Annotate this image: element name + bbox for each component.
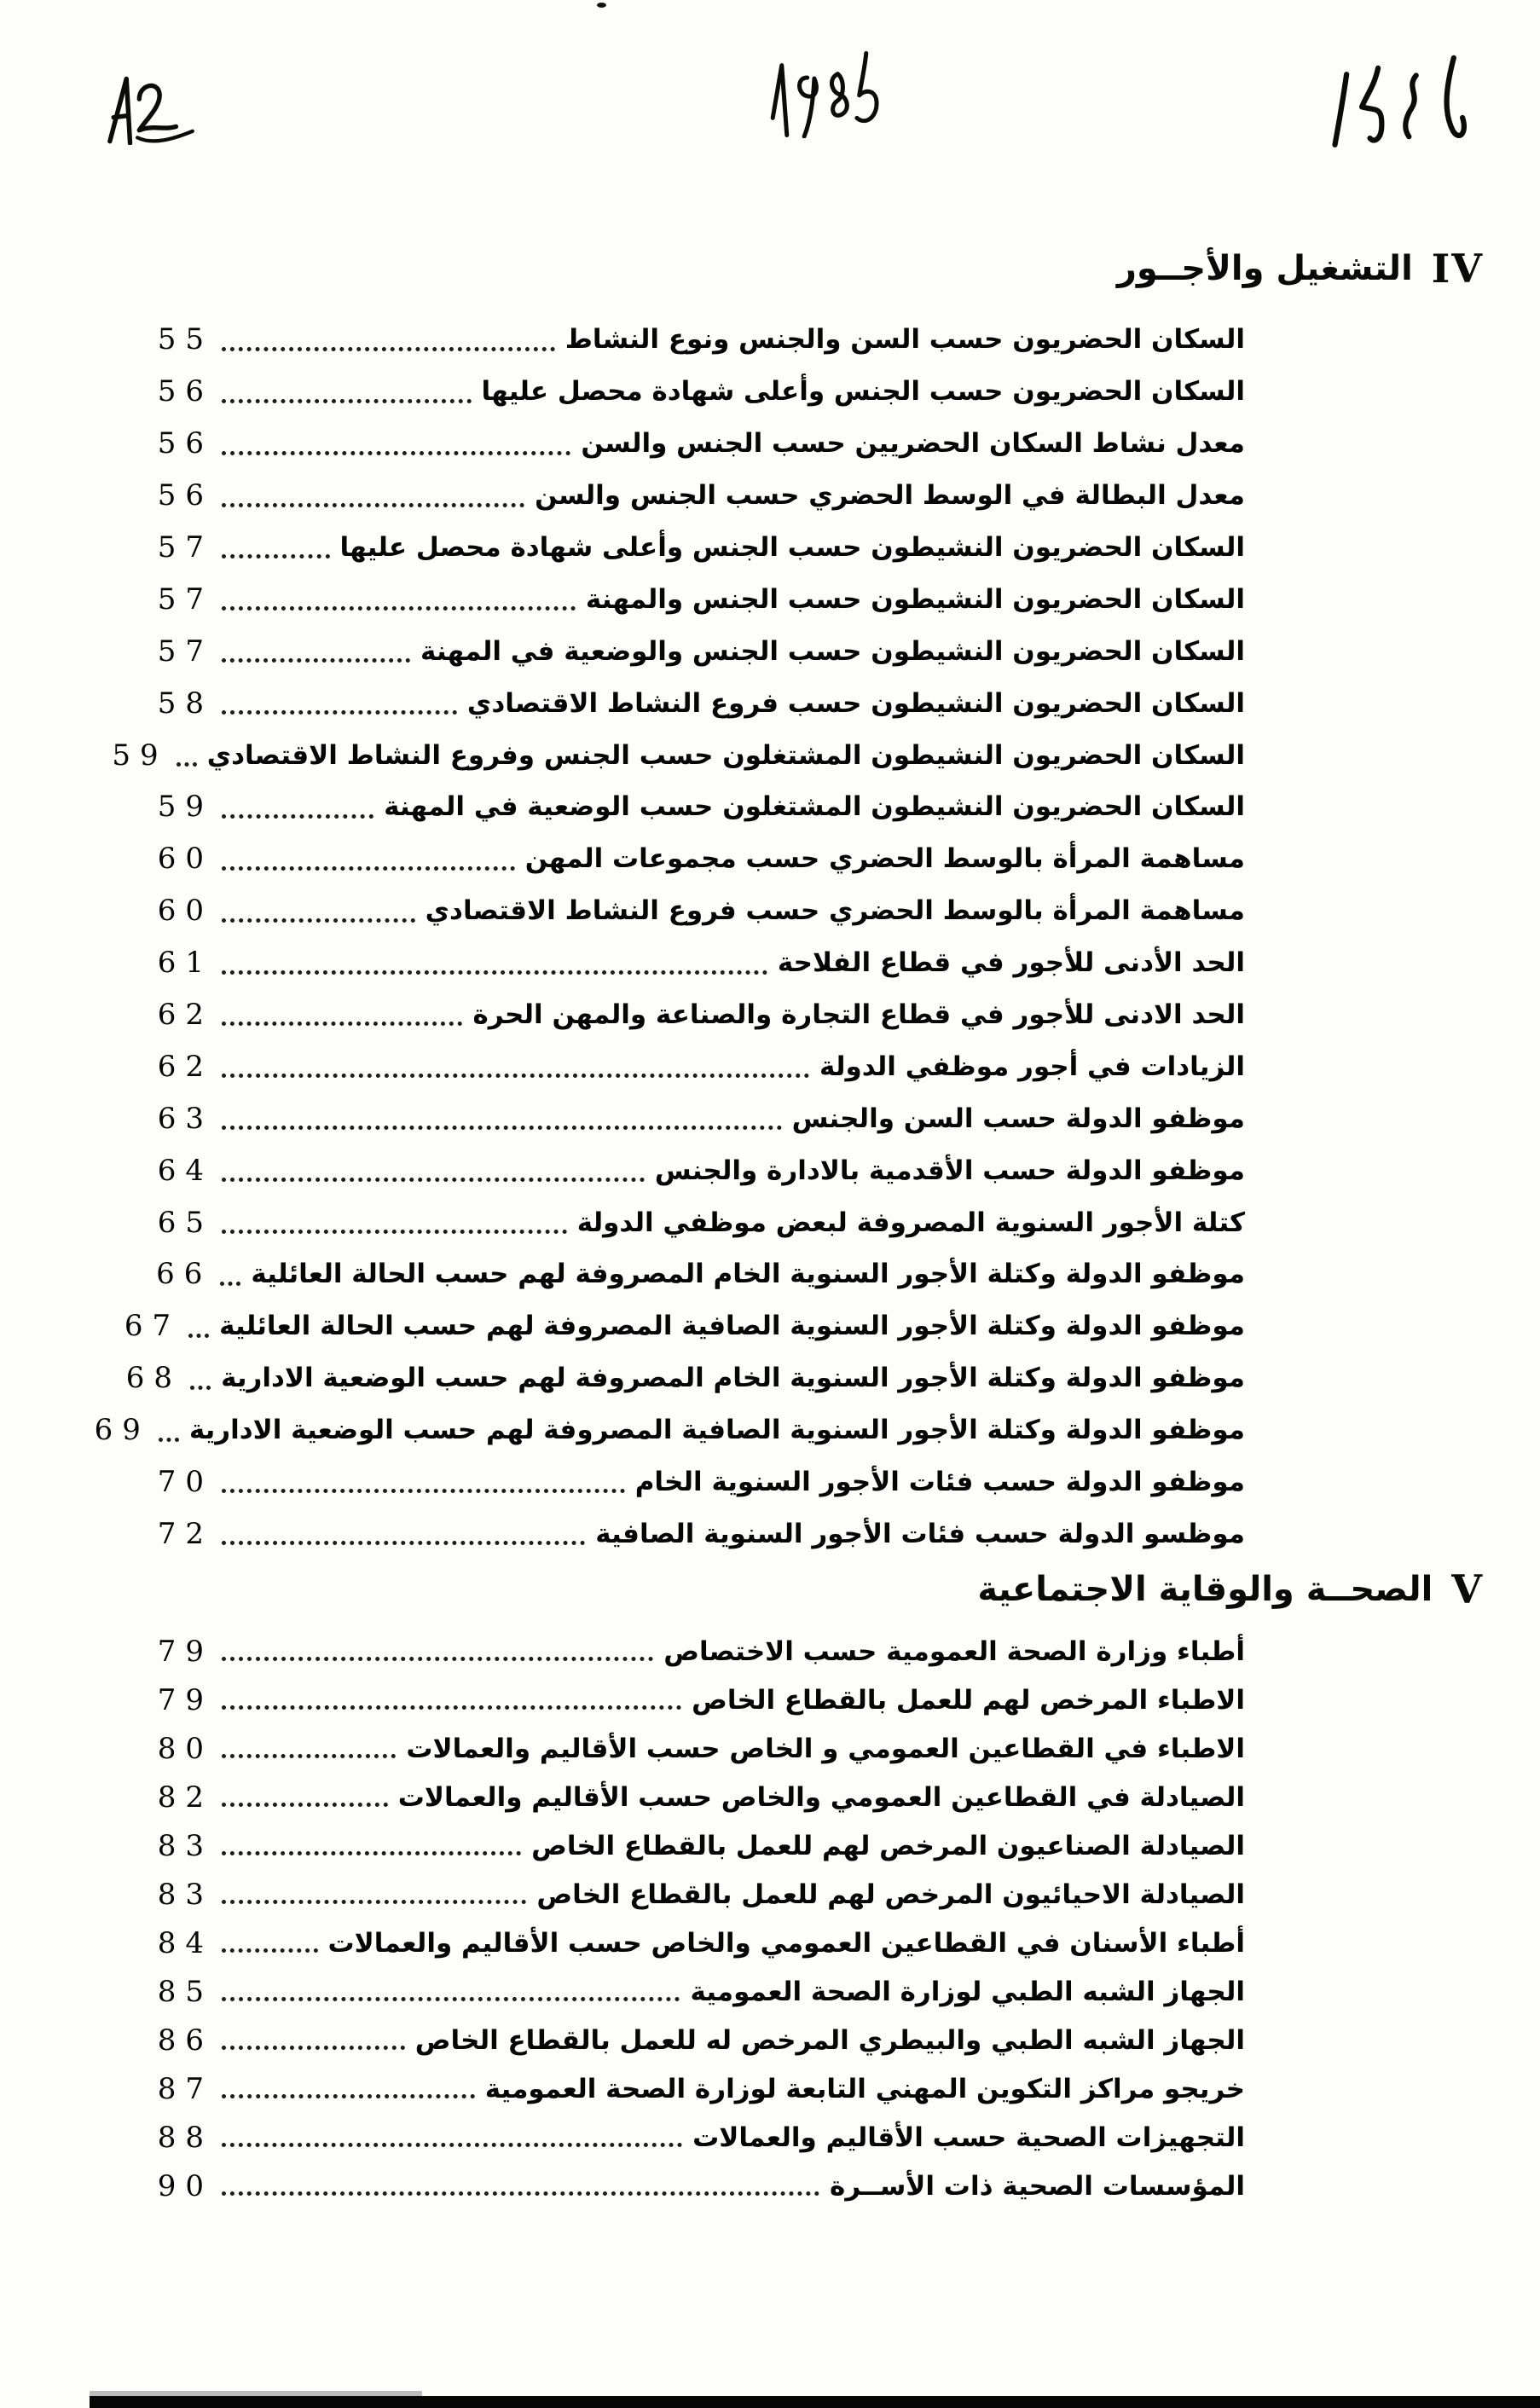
toc-entry-title: مساهمة المرأة بالوسط الحضري حسب مجموعات المهن: [524, 843, 1245, 875]
toc-entry-page: 56: [157, 426, 213, 461]
toc-entry-page: 69: [94, 1413, 150, 1448]
toc-entry-title: الاطباء المرخص لهم للعمل بالقطاع الخاص: [692, 1684, 1245, 1716]
toc-entry-page: 67: [124, 1309, 181, 1344]
section-numeral: V: [1451, 1566, 1484, 1613]
dot-leader: [190, 1386, 211, 1390]
toc-entry: [119, 1821, 1245, 1870]
toc-entry: [119, 625, 1245, 677]
toc-entry: [94, 1404, 1245, 1456]
toc-entry: [119, 1919, 1245, 1967]
toc-entry-title: السكان الحضريون النشيطون حسب الجنس والمهنة: [585, 583, 1245, 615]
dot-leader: [222, 1657, 653, 1661]
toc-entry-title: الزيادات في أجور موظفي الدولة: [819, 1051, 1245, 1082]
toc-entry: [119, 314, 1245, 366]
toc-entry: [119, 522, 1245, 574]
toc-entry: [119, 418, 1245, 470]
toc-entry: [119, 833, 1245, 885]
section-title: الصحــة والوقاية الاجتماعية: [977, 1570, 1433, 1610]
toc-entry-title: الحد الأدنى للأجور في قطاع الفلاحة: [777, 947, 1245, 979]
dot-leader: [222, 814, 373, 819]
toc-entry-page: 80: [157, 1731, 213, 1766]
dot-leader: [222, 1948, 318, 1953]
toc-entry-title: الصيادلة الصناعيون المرخص لهم للعمل بالقطاع الخاص: [531, 1830, 1245, 1861]
dot-leader: [177, 762, 197, 767]
handwriting-hijri-year-strokes: [1320, 49, 1506, 153]
toc-entry: [119, 1092, 1245, 1144]
toc-entry-title: الصيادلة الاحيائيون المرخص لهم للعمل بالقطاع الخاص: [536, 1878, 1245, 1910]
toc-entry-title: موظفو الدولة حسب فئات الأجور السنوية الخام: [634, 1467, 1245, 1498]
toc-entry-title: خريجو مراكز التكوين المهني التابعة لوزارة الصحة العمومية: [484, 2073, 1245, 2104]
dot-leader: [222, 1074, 809, 1078]
dot-leader: [222, 451, 570, 455]
toc-entry: [119, 677, 1245, 729]
toc-entry-title: الاطباء في القطاعين العمومي و الخاص حسب الأقاليم والعمالات: [406, 1733, 1245, 1764]
toc-entry: [119, 1627, 1245, 1676]
toc-entry-page: 57: [157, 582, 213, 616]
toc-entry: [119, 573, 1245, 625]
toc-entry-page: 59: [112, 738, 168, 773]
toc-entry: [119, 1248, 1245, 1300]
dot-leader: [222, 1754, 396, 1758]
toc-entry-page: 83: [157, 1828, 213, 1863]
toc-entry: [119, 1508, 1245, 1560]
toc-entry: [119, 366, 1245, 418]
toc-entry-page: 68: [125, 1361, 182, 1396]
dot-leader: [222, 1178, 645, 1182]
scan-bottom-edge: [90, 2396, 1540, 2408]
toc-entry: [119, 2113, 1245, 2162]
toc-entry-title: موظفو الدولة وكتلة الأجور السنوية الصافية المصروفة لهم حسب الوضعية الادارية: [188, 1415, 1245, 1446]
toc-entry: [119, 885, 1245, 937]
toc-entry-page: 57: [157, 530, 213, 564]
dot-leader: [222, 866, 515, 871]
dot-leader: [222, 1022, 462, 1026]
toc-entry-page: 88: [157, 2120, 213, 2155]
toc-entry-page: 87: [157, 2071, 213, 2106]
toc-entry-title: أطباء الأسنان في القطاعين العمومي والخاص حسب الأقاليم والعمالات: [327, 1927, 1245, 1959]
toc-entry: [119, 1773, 1245, 1821]
toc-entry-page: 59: [157, 790, 213, 825]
toc-section: [94, 241, 1484, 1560]
toc-entry-title: السكان الحضريون النشيطون المشتغلون حسب الوضعية في المهنة: [384, 791, 1245, 823]
toc-entry-title: موظسو الدولة حسب فئات الأجور السنوية الصافية: [595, 1518, 1245, 1549]
toc-entry-title: الجهاز الشبه الطبي لوزارة الصحة العمومية: [690, 1976, 1245, 2007]
dot-leader: [188, 1334, 209, 1338]
section-entries: [94, 314, 1245, 1560]
toc-entry-title: السكان الحضريون النشيطون حسب فروع النشاط الاقتصادي: [466, 687, 1245, 719]
toc-entry-page: 70: [157, 1465, 213, 1500]
toc-entry-title: السكان الحضريون النشيطون المشتغلون حسب الجنس وفروع النشاط الاقتصادي: [206, 739, 1245, 771]
toc-entry-page: 55: [157, 322, 213, 357]
toc-entry-title: الصيادلة في القطاعين العمومي والخاص حسب الأقاليم والعمالات: [397, 1781, 1245, 1813]
toc-entry-title: التجهيزات الصحية حسب الأقاليم والعمالات: [692, 2121, 1245, 2153]
toc-entry-title: الجهاز الشبه الطبي والبيطري المرخص له للعمل بالقطاع الخاص: [414, 2024, 1245, 2056]
handwriting-top-left: [104, 73, 215, 145]
toc-entry-page: 79: [157, 1634, 213, 1669]
dot-leader: [222, 1803, 388, 1807]
dot-leader: [222, 347, 555, 351]
dot-leader: [220, 1282, 240, 1286]
section-header: [119, 1562, 1484, 1617]
dot-leader: [222, 554, 330, 559]
toc-entry-page: 63: [157, 1101, 213, 1136]
dot-leader: [222, 1126, 782, 1130]
toc-entry: [119, 2016, 1245, 2064]
toc-entry-page: 57: [157, 634, 213, 669]
dot-leader: [222, 2143, 682, 2147]
toc-entry-page: 83: [157, 1877, 213, 1912]
toc-entry-page: 56: [157, 478, 213, 513]
dot-leader: [222, 710, 457, 715]
toc-entry: [119, 1724, 1245, 1773]
toc-entry: [119, 1144, 1245, 1196]
toc-entry-title: معدل نشاط السكان الحضريين حسب الجنس والسن: [581, 428, 1245, 460]
toc-entry: [119, 937, 1245, 989]
toc-entry-page: 58: [157, 686, 213, 721]
dot-leader: [222, 399, 472, 403]
dot-leader: [222, 1541, 585, 1545]
handwriting-a2-strokes: [104, 73, 215, 145]
toc-entry-page: 60: [157, 894, 213, 929]
toc-entry: [119, 1352, 1245, 1404]
toc-entry: [119, 470, 1245, 522]
dot-leader: [222, 658, 410, 663]
dot-leader: [222, 2046, 405, 2050]
toc-section: [119, 1562, 1484, 2210]
toc-entry-page: 79: [157, 1682, 213, 1717]
handwriting-top-right: [1320, 49, 1506, 153]
dot-leader: [222, 2191, 819, 2196]
toc-entry-page: 82: [157, 1780, 213, 1815]
toc-entry-page: 86: [157, 2023, 213, 2058]
toc-entry: [119, 1300, 1245, 1352]
toc-entry: [119, 2162, 1245, 2210]
handwriting-1985-strokes: [757, 42, 903, 143]
toc-entry: [119, 781, 1245, 833]
toc-entry-page: 72: [157, 1516, 213, 1551]
dot-leader: [222, 503, 524, 507]
toc-entry: [112, 729, 1245, 781]
toc-entry-title: موظفو الدولة وكتلة الأجور السنوية الخام المصروفة لهم حسب الحالة العائلية: [251, 1259, 1245, 1290]
toc-entry-title: معدل البطالة في الوسط الحضري حسب الجنس والسن: [535, 480, 1245, 512]
toc-entry-page: 61: [157, 946, 213, 981]
toc-entry-title: مساهمة المرأة بالوسط الحضري حسب فروع النشاط الاقتصادي: [425, 895, 1245, 927]
dot-leader: [159, 1438, 179, 1442]
section-entries: [119, 1627, 1245, 2210]
toc-entry-title: السكان الحضريون النشيطون حسب الجنس وأعلى شهادة محصل عليها: [339, 532, 1245, 563]
toc-entry: [119, 1196, 1245, 1248]
dot-leader: [222, 1997, 680, 2001]
toc-entry-page: 66: [156, 1257, 212, 1292]
toc-entry: [119, 1040, 1245, 1092]
scan-speck: [597, 3, 606, 8]
toc-entry-title: موظفو الدولة حسب السن والجنس: [791, 1103, 1245, 1134]
toc-entry-title: السكان الحضريون حسب الجنس وأعلى شهادة محصل عليها: [481, 376, 1245, 408]
dot-leader: [222, 1230, 567, 1234]
toc-entry-title: كتلة الأجور السنوية المصروفة لبعض موظفي الدولة: [576, 1207, 1245, 1238]
toc-entry: [119, 1676, 1245, 1724]
toc-entry-page: 65: [157, 1205, 213, 1240]
toc-entry-title: المؤسسات الصحية ذات الأســرة: [830, 2170, 1245, 2202]
dot-leader: [222, 1489, 625, 1493]
section-title: التشغيل والأجــور: [1116, 249, 1413, 288]
section-header: [119, 241, 1484, 296]
toc-entry-page: 62: [157, 1049, 213, 1084]
toc-entry-title: السكان الحضريون حسب السن والجنس ونوع النشاط: [564, 324, 1245, 356]
toc-entry-title: السكان الحضريون النشيطون حسب الجنس والوضعية في المهنة: [420, 635, 1245, 667]
dot-leader: [222, 970, 767, 975]
toc-entry-title: موظفو الدولة حسب الأقدمية بالادارة والجنس: [654, 1155, 1245, 1186]
toc-entry-page: 62: [157, 998, 213, 1033]
toc-entry-page: 84: [157, 1925, 213, 1960]
toc-entry-title: موظفو الدولة وكتلة الأجور السنوية الصافية المصروفة لهم حسب الحالة العائلية: [219, 1311, 1245, 1342]
toc-entry-title: أطباء وزارة الصحة العمومية حسب الاختصاص: [663, 1635, 1245, 1667]
toc-entry: [119, 1967, 1245, 2016]
toc-entry: [119, 1456, 1245, 1508]
dot-leader: [222, 918, 415, 923]
toc-entry: [119, 1870, 1245, 1919]
dot-leader: [222, 1851, 521, 1855]
handwriting-top-center: [757, 42, 903, 143]
section-numeral: IV: [1431, 246, 1484, 292]
toc-entry-page: 60: [157, 842, 213, 877]
toc-entry-page: 56: [157, 374, 213, 409]
toc-entry: [119, 989, 1245, 1041]
dot-leader: [222, 606, 576, 611]
dot-leader: [222, 1705, 681, 1710]
toc-entry: [119, 2064, 1245, 2113]
dot-leader: [222, 2094, 475, 2098]
toc-entry-page: 85: [157, 1974, 213, 2009]
toc-entry-title: موظفو الدولة وكتلة الأجور السنوية الخام المصروفة لهم حسب الوضعية الادارية: [221, 1363, 1245, 1394]
dot-leader: [222, 1900, 526, 1904]
toc-entry-title: الحد الادنى للأجور في قطاع التجارة والصناعة والمهن الحرة: [472, 999, 1245, 1031]
toc-entry-page: 90: [157, 2168, 213, 2203]
toc-sections: [94, 241, 1484, 2210]
toc-entry-page: 64: [157, 1153, 213, 1188]
